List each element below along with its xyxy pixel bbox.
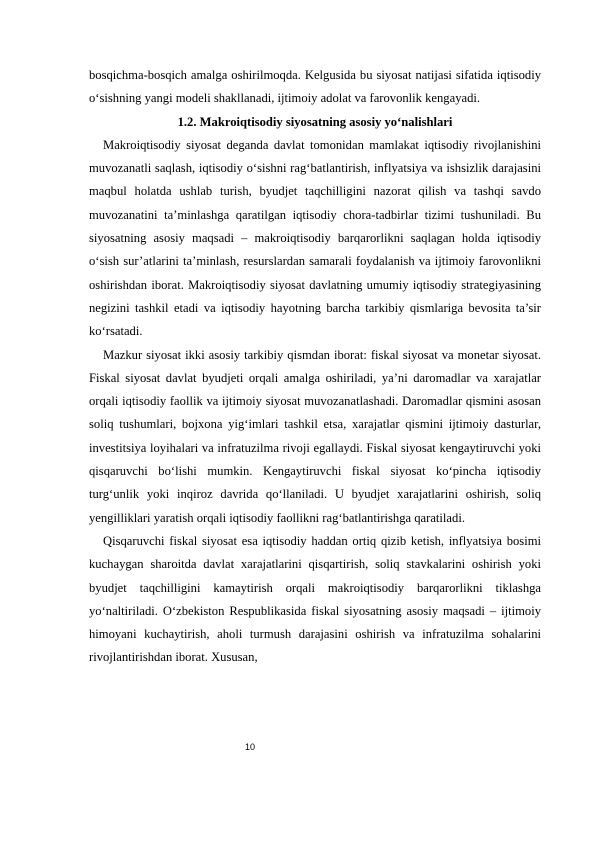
page-number: 10 xyxy=(245,742,256,752)
intro-paragraph: bosqichma-bosqich amalga oshirilmoqda. Kelgusida bu siyosat natijasi sifatida iqtisodiy o‘sishning yangi modeli shakllanadi, ijtimoiy adolat va farovonlik kengayadi. xyxy=(89,68,541,106)
section-heading: 1.2. Makroiqtisodiy siyosatning asosiy yo‘nalishlari xyxy=(177,114,453,129)
paragraph-contractionary-policy: Qisqaruvchi fiskal siyosat esa iqtisodiy haddan ortiq qizib ketish, inflyatsiya bosimi kuchaygan sharoitda davlat xarajatlarini qisqartirish, soliq stavkalarini oshirish yoki byudjet taqchilligini kamaytirish orqali makroiqtisodiy barqarorlikni tiklashga yo‘naltiriladi. O‘zbekiston Respublikasida fiskal siyosatning asosiy maqsadi – ijtimoiy himoyani kuchaytirish, aholi turmush darajasini oshirish va infratuzilma sohalarini rivojlantirishdan iborat. Xususan, xyxy=(89,533,541,665)
document-page xyxy=(89,64,541,670)
paragraph-fiscal-policy: Mazkur siyosat ikki asosiy tarkibiy qismdan iborat: fiskal siyosat va monetar siyosat. Fiskal siyosat davlat byudjeti orqali amalga oshiriladi, ya’ni daromadlar va xarajatlar orqali iqtisodiy faollik va ijtimoiy siyosat muvozanatlashadi. Daromadlar qismini asosan soliq tushumlari, bojxona yig‘imlari tashkil etsa, xarajatlar qismini ijtimoiy dasturlar, investitsiya loyihalari va infratuzilma rivoji egallaydi. Fiskal siyosat kengaytiruvchi yoki qisqaruvchi bo‘lishi mumkin. Kengaytiruvchi fiskal siyosat ko‘pincha iqtisodiy turg‘unlik yoki inqiroz davrida qo‘llaniladi. U byudjet xarajatlarini oshirish, soliq yengilliklari yaratish orqali iqtisodiy faollikni rag‘batlantirishga qaratiladi. xyxy=(89,347,541,525)
paragraph-definition: Makroiqtisodiy siyosat deganda davlat tomonidan mamlakat iqtisodiy rivojlanishini muvozanatli saqlash, iqtisodiy o‘sishni rag‘batlantirish, inflyatsiya va ishsizlik darajasini maqbul holatda ushlab turish, byudjet taqchilligini nazorat qilish va tashqi savdo muvozanatini ta’minlashga qaratilgan iqtisodiy chora-tadbirlar tizimi tushuniladi. Bu siyosatning asosiy maqsadi – makroiqtisodiy barqarorlikni saqlagan holda iqtisodiy o‘sish sur’atlarini ta’minlash, resurslardan samarali foydalanish va ijtimoiy farovonlikni oshirishdan iborat. Makroiqtisodiy siyosat davlatning umumiy iqtisodiy strategiyasining negizini tashkil etadi va iqtisodiy hayotning barcha tarkibiy qismlariga bevosita ta’sir ko‘rsatadi. xyxy=(89,137,541,339)
